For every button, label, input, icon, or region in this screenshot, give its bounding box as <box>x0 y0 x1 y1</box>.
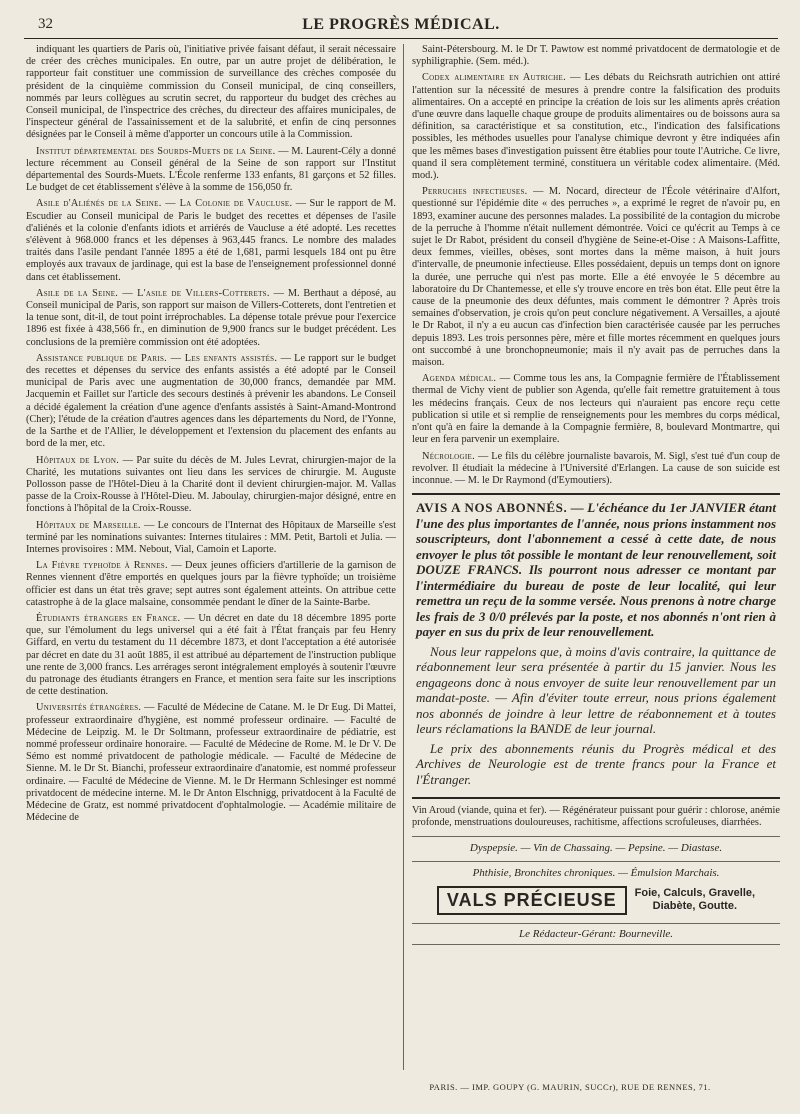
advertisements <box>412 805 780 944</box>
article-paragraph: Saint-Pétersbourg. M. le Dr T. Pawtow est nommé privatdocent de dermatologie et de syphiligraphie. (Sem. méd.). <box>412 44 780 68</box>
article-heading: La Fièvre typhoïde à Rennes. <box>36 560 168 572</box>
page-number: 32 <box>38 16 53 32</box>
article-heading: Étudiants étrangers en France. <box>36 612 181 624</box>
article-paragraph: Asile d'Aliénés de la Seine. — La Colonie de Vaucluse. — Sur le rapport de M. Escudier au Conseil municipal de Paris le budget des recettes et dépenses de l'asile d'aliénés et la colonie d'enfants idiots et arriérés de Vaucluse a été adopté. Les recettes s'élèvent à 968.000 francs et les dépenses à 963,445 francs. Le nombre des malades traités dans l'asile pendant l'année 1895 a été de 1,681, parmi lesquels 184 ont pu être employés aux travaux de jardinage, qui est la base de l'enseignement professionnel donné dans cet établissement. <box>26 198 396 283</box>
article-heading: Hôpitaux de Lyon. <box>36 454 120 466</box>
article-paragraph: Nécrologie. — Le fils du célèbre journaliste bavarois, M. Sigl, s'est tué d'un coup de revolver. Il étudiait la médecine à l'Université d'Erlangen. La cause de son suicide est inconnue. — M. le Dr Raymond (d'Eymoutiers). <box>412 450 780 486</box>
ad-phthisie: Phthisie, Bronchites chroniques. — Émulsion Marchais. <box>412 861 780 880</box>
notice-paragraph: Le prix des abonnements réunis du Progrès médical et des Archives de Neurologie est de trente francs pour la France et l'Étranger. <box>416 740 776 787</box>
article-paragraph: Agenda médical. — Comme tous les ans, la Compagnie fermière de l'Établissement thermal de Vichy vient de publier son Agenda, qu'elle fait remettre gratuitement à tous les médecins français. Ceux de nos lecteurs qui n'auraient pas encore reçu cette publication si utile et si remplie de renseignements pour les membres du corps médical, n'ont qu'à en faire la demande à la Compagnie fermière, 8, boulevard Montmartre, qui leur en fera parvenir un exemplaire. <box>412 373 780 446</box>
left-column <box>26 44 396 1070</box>
article-heading: Asile de la Seine. — L'asile de Villers-Cotterets. <box>36 287 270 299</box>
article-paragraph: indiquant les quartiers de Paris où, l'initiative privée faisant défaut, il serait nécessaire de créer des crèches municipales. En outre, par un autre projet de délibération, le rapporteur fait constituer une commission de surveillance des crèches composée du président de la cinquième commission du Conseil municipal, de cinq conseillers, nommés par leurs collègues au scrutin secret, du rapporteur du budget des crèches au Conseil municipal, de l'inspectrice des crèches, du directeur des affaires municipales, de l'inspecteur général de l'assainissement et de la salubrité, et enfin de cinq personnes désignées par le Conseil à même d'apporter un concours utile à la Commission. <box>26 44 396 141</box>
article-heading: Nécrologie. <box>422 450 475 462</box>
article-paragraph: Hôpitaux de Marseille. — Le concours de l'Internat des Hôpitaux de Marseille s'est terminé par les nominations suivantes: Internes titulaires : MM. Petit, Bartoli et Julia. — Internes provisoires : MM. Nebout, Vial, Camoin et Laporte. <box>26 519 396 555</box>
article-heading: Codex alimentaire en Autriche. <box>422 72 566 84</box>
article-paragraph: Étudiants étrangers en France. — Un décret en date du 18 décembre 1895 porte que, sur l'émolument du legs universel qui a été fait à l'État français par feu Henry Giffard, en vertu du testament du 11 décembre 1873, et dont l'acceptation a été autorisée par décret en date du 31 août 1885, il est attribué au département de l'instruction publique une rente de 3,000 francs. Les arrérages seront intégralement employés à soutenir l'œuvre du patronage des étudiants étrangers en France, et mention sera faite sur les inscriptions de cette destination. <box>26 612 396 698</box>
vals-logo: VALS PRÉCIEUSE <box>437 886 627 915</box>
editor-signature: Le Rédacteur-Gérant: Bourneville. <box>412 923 780 945</box>
ad-dyspepsie: Dyspepsie. — Vin de Chassaing. — Pepsine. — Diastase. <box>412 836 780 855</box>
article-heading: Institut départemental des Sourds-Muets de la Seine. <box>36 145 276 157</box>
article-paragraph: La Fièvre typhoïde à Rennes. — Deux jeunes officiers d'artillerie de la garnison de Rennes viennent d'être emportés en quelques jours par la fièvre typhoïde; un troisième officier est dans un état très grave; sept autres sont également atteints. On attribue cette catastrophe à de la glace malsaine, consommée pendant le dîner de la Sainte-Barbe. <box>26 560 396 608</box>
article-paragraph: Perruches infectieuses. — M. Nocard, directeur de l'École vétérinaire d'Alfort, questionné sur l'épidémie dite « des perruches », a exprimé le regret de n'avoir pu, en 1893, examiner aucune des personnes malades. La possibilité de la contagion du microbe de la perruche à l'homme n'était nullement démontrée. Voici ce qu'écrit au Temps à ce sujet le Dr Rabot, président du conseil d'hygiène de Seine-et-Oise : A Maisons-Laffitte, deux femmes, vieilles, obèses, sont mortes dans la même maison, à huit jours d'intervalle, de pneumonie infectieuse. Elles possédaient, depuis un temps dont on ignore la durée, une perruche qui n'est pas morte. Elle a été envoyée le 5 décembre au laboratoire du Dr Chantemesse, et elle s'y trouve encore en très bon état. Elle peut être la cause de la pneumonie des deux défuntes, mais comment le démontrer ? Après trois semaines d'observation, je crois qu'on peut conclure négativement. A Versailles, a ajouté le Dr Rabot, il n'y a eu aucun cas d'infection bien caractérisée causée par les perruches depuis 1893. Les trois personnes père, mère et fille mortes récemment en quelques jours ont succombé à une bronchopneumonie; mais il n'y avait pas de perruches dans la maison. <box>412 186 780 369</box>
article-paragraph: Asile de la Seine. — L'asile de Villers-Cotterets. — M. Berthaut a déposé, au Conseil municipal de Paris, son rapport sur maison de Villers-Cotterets, dont l'entretien et la tenue sont, dit-il, de tout point irréprochables. La dépense totale prévue pour l'exercice 1896 est fixée à 438,566 fr., en diminution de 9,900 francs sur le budget précédent. Les conclusions de la première commission ont été adoptées. <box>26 287 396 348</box>
notice-title: AVIS A NOS ABONNÉS. <box>416 500 568 516</box>
subscriber-notice <box>412 493 780 799</box>
article-heading: Agenda médical. <box>422 373 497 385</box>
article-heading: Asile d'Aliénés de la Seine. — La Colonie de Vaucluse. <box>36 198 293 210</box>
article-heading: Universités étrangères. <box>36 702 142 714</box>
article-paragraph: Universités étrangères. — Faculté de Médecine de Catane. M. le Dr Eug. Di Mattei, professeur extraordinaire d'hygiène, est nommé professeur ordinaire. — Faculté de Médecine de Leipzig. M. le Dr Soltmann, professeur extraordinaire de pédiatrie, est nommé professeur ordinaire honoraire. — Faculté de Médecine de Rome. M. le Dr V. De Sémo est nommé privatdocent de pathologie médicale. — Faculté de Médecine de Sienne. M. le Dr St. Bianchi, professeur extraordinaire d'anatomie, est nommé professeur ordinaire. — Faculté de Médecine de Vienne. M. le Dr Hermann Schlesinger est nommé privatdocent de médecine interne. M. le Dr Anton Elschnigg, privatdocent à la Faculté de Médecine de Gratz, est nommé privatdocent d'ophtalmologie. — Académie militaire de Médecine de <box>26 702 396 824</box>
article-columns <box>26 44 778 1070</box>
article-heading: Hôpitaux de Marseille. <box>36 519 141 531</box>
article-paragraph: Institut départemental des Sourds-Muets de la Seine. — M. Laurent-Cély a donné lecture récemment au Conseil général de la Seine de son rapport sur l'Institut départemental des Sourds-Muets. L'École renferme 133 enfants, 81 garçons et 52 filles. Le budget de cet établissement s'élève à la somme de 156,050 fr. <box>26 145 396 194</box>
article-paragraph: Assistance publique de Paris. — Les enfants assistés. — Le rapport sur le budget des recettes et dépenses du service des enfants assistés a été adopté par le Conseil municipal de Paris avec une augmentation de 30,000 francs, demandée par MM. Jacquemin et Faillet sur l'article des secours destinés à prévenir les abandons. Le Conseil a décidé également la création d'une agence d'enfants assistés à Saint-Amand-Montrond (Cher); l'étude de la création d'autres agences dans les départements du Nord, de l'Yonne, de la Sarthe et de l'Allier, le développement et l'extension du placement des enfants au bord de la mer, etc. <box>26 352 396 450</box>
ad-vals <box>412 886 780 915</box>
article-paragraph: Hôpitaux de Lyon. — Par suite du décès de M. Jules Levrat, chirurgien-major de la Charité, les mutations suivantes ont lieu dans les services de chirurgie. M. Auguste Pollosson passe de l'Hôtel-Dieu à la Charité dont il devient chirurgien-major. M. Vallas passe de la Croix-Rousse à l'Hôtel-Dieu. M. Jaboulay, chirurgien-major désigné, entre en fonctions à l'hôpital de la Croix-Rousse. <box>26 454 396 515</box>
article-heading: Perruches infectieuses. <box>422 186 528 198</box>
ad-vin-aroud: Vin Aroud (viande, quina et fer). — Régénérateur puissant pour guérir : chlorose, anémie profonde, menstruations douloureuses, rachitisme, affections scrofuleuses, diarrhées. <box>412 805 780 829</box>
vals-tagline: Foie, Calculs, Gravelle, Diabète, Goutte. <box>634 887 756 913</box>
printer-imprint: PARIS. — IMP. GOUPY (G. MAURIN, SUCCr), RUE DE RENNES, 71. <box>429 1082 711 1092</box>
article-paragraph: Codex alimentaire en Autriche. — Les débats du Reichsrath autrichien ont attiré l'attention sur la nécessité de mesures à prendre contre la falsification des produits alimentaires. On a accepté en principe la création de lois sur les aliments après création d'une œuvre dans laquelle chaque groupe de produits alimentaires ou de boissons aura sa définition, sa caractéristique et sa constitution, etc., l'indication des falsifications possibles, les méthodes usuelles pour l'analyse chimique devront y être indiquées afin que les mêmes bases d'investigation puissent être établies pour toute l'Autriche. Ce livre, quand il sera complètement terminé, constituera un véritable codex alimentaire. (Méd. mod.). <box>412 72 780 182</box>
journal-title: LE PROGRÈS MÉDICAL. <box>302 16 500 33</box>
notice-lead: AVIS A NOS ABONNÉS. — L'échéance du 1er JANVIER étant l'une des plus importantes de l'année, nous prions instamment nos souscripteurs, dont l'abonnement a cessé à cette date, de nous envoyer le plus tôt possible le montant de leur renouvellement, soit DOUZE FRANCS. Ils pourront nous adresser ce montant par l'intermédiaire du bureau de poste de leur localité, qui leur remettra un reçu de la somme versée. Nous prenons à notre charge les frais de 3 0/0 prélevés par la poste, et nos abonnés n'ont rien à payer en sus du prix de leur renouvellement. <box>416 500 776 640</box>
column-divider <box>403 44 404 1070</box>
page-header <box>24 12 778 39</box>
article-heading: Assistance publique de Paris. — Les enfants assistés. <box>36 352 278 364</box>
right-column <box>412 44 780 1070</box>
notice-paragraph: Nous leur rappelons que, à moins d'avis contraire, la quittance de réabonnement leur sera présentée à partir du 15 janvier. Nous les engageons donc à nous envoyer de suite leur renouvellement par un mandat-poste. — Afin d'éviter toute erreur, nous prions également nos abonnés de joindre à leur lettre de réabonnement et à toutes leurs réclamations la BANDE de leur journal. <box>416 643 776 737</box>
